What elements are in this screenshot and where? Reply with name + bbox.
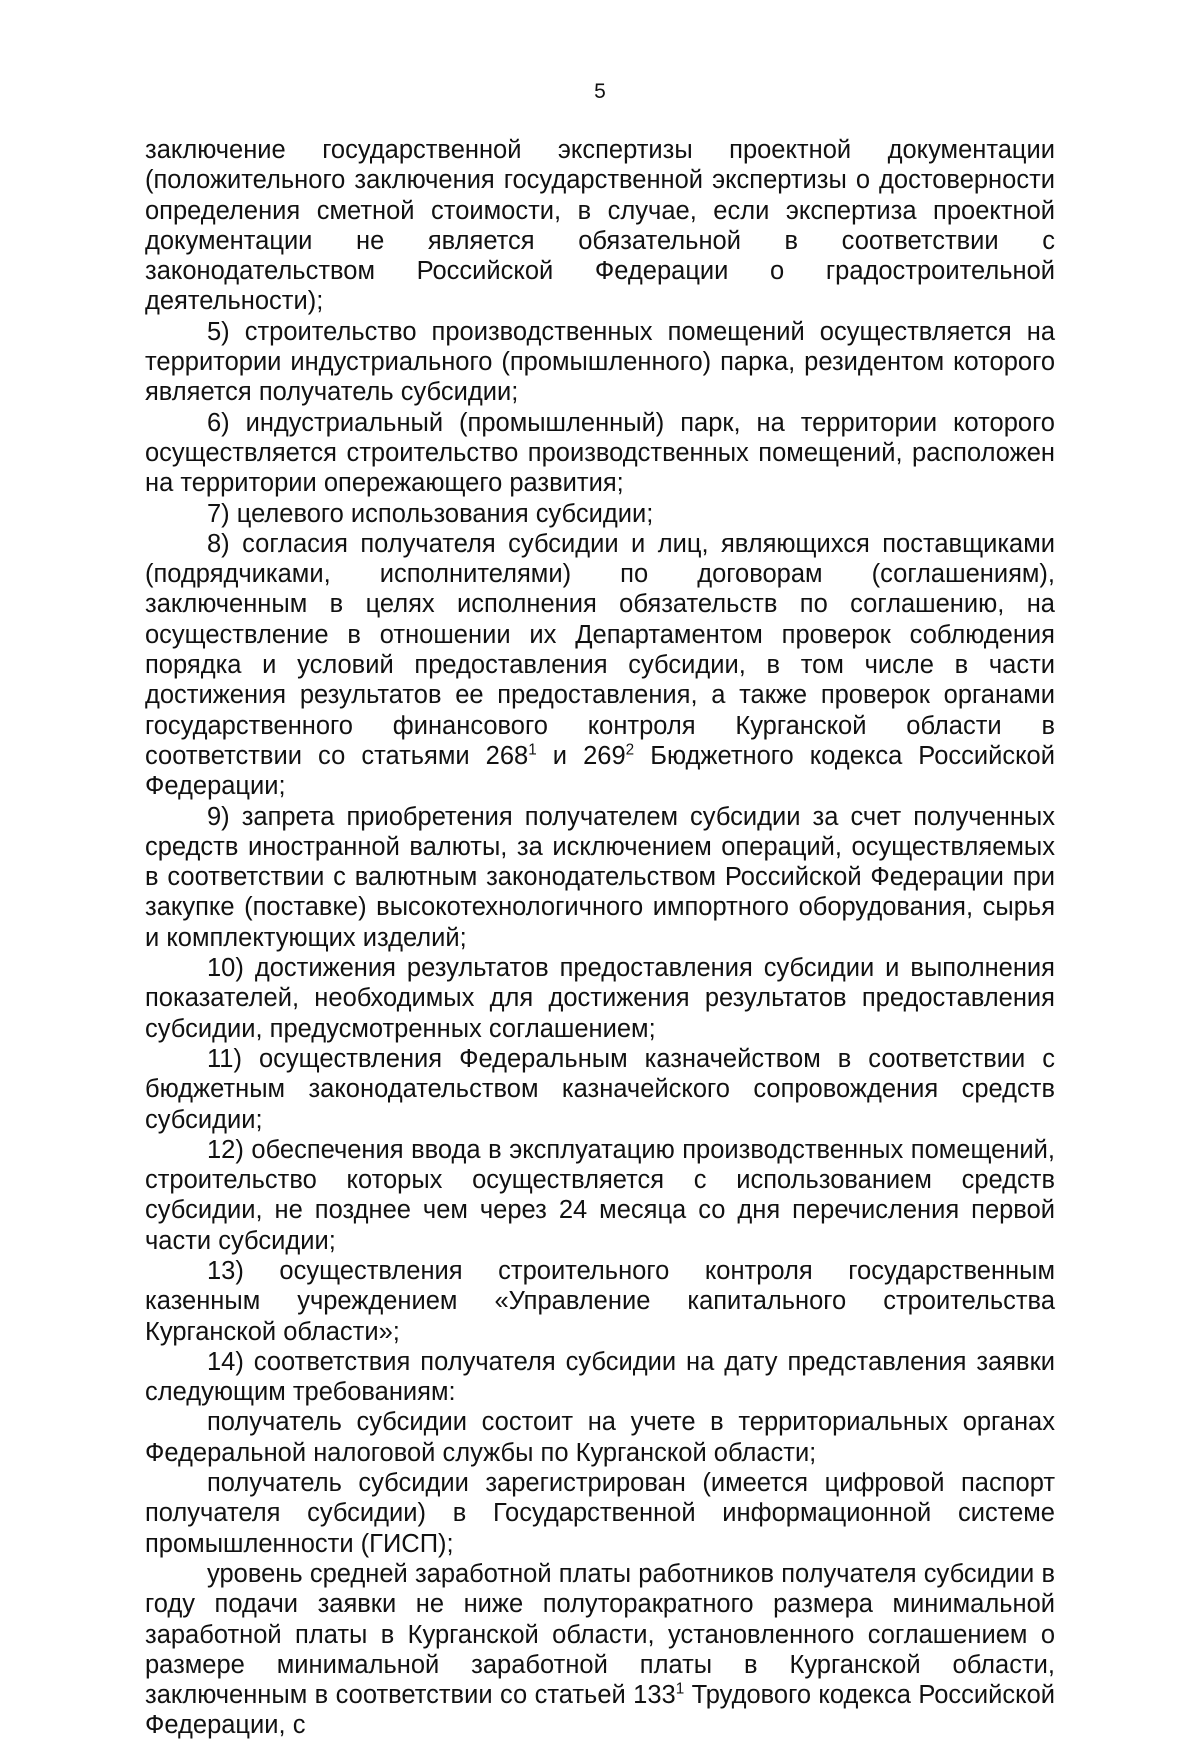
superscript-133: 1 — [675, 1680, 685, 1698]
requirement-tax-registration: получатель субсидии состоит на учете в территориальных органах Федеральной налоговой службы по Курганской области; — [145, 1408, 1055, 1467]
paragraph-item-5: 5) строительство производственных помещений осуществляется на территории индустриального (промышленного) парка, резидентом которого является получатель субсидии; — [145, 317, 1055, 407]
requirement-average-salary-text-a: уровень средней заработной платы работников получателя субсидии в году подачи заявки не ниже полуторакратного размера минимальной заработной платы в Курганской области, установленного соглашением о размере минимальной заработной платы в Курганской области, заключенным в соответствии со статьей 133 — [145, 1559, 1055, 1710]
paragraph-item-7: 7) целевого использования субсидии; — [207, 499, 654, 528]
requirement-average-salary — [145, 1559, 1055, 1741]
superscript-269: 2 — [625, 741, 635, 759]
document-body — [145, 135, 1055, 1741]
paragraph-item-6: 6) индустриальный (промышленный) парк, на территории которого осуществляется строительство производственных помещений, расположен на территории опережающего развития; — [145, 408, 1055, 498]
requirement-gisp-registration: получатель субсидии зарегистрирован (имеется цифровой паспорт получателя субсидии) в Государственной информационной системе промышленности (ГИСП); — [145, 1469, 1055, 1558]
paragraph-expertise-continuation: заключение государственной экспертизы проектной документации (положительного заключения государственной экспертизы о достоверности определения сметной стоимости, в случае, если экспертиза проектной документации не является обязательной в соответствии с законодательством Российской Федерации о градостроительной деятельности); — [145, 136, 1055, 316]
paragraph-item-11: 11) осуществления Федеральным казначейством в соответствии с бюджетным законодательством казначейского сопровождения средств субсидии; — [145, 1044, 1055, 1134]
paragraph-item-10: 10) достижения результатов предоставления субсидии и выполнения показателей, необходимых для достижения результатов предоставления субсидии, предусмотренных соглашением; — [145, 954, 1055, 1043]
paragraph-item-13: 13) осуществления строительного контроля государственным казенным учреждением «Управление капитального строительства Курганской области»; — [145, 1256, 1055, 1346]
paragraph-item-9: 9) запрета приобретения получателем субсидии за счет полученных средств иностранной валюты, за исключением операций, осуществляемых в соответствии с валютным законодательством Российской Федерации при закупке (поставке) высокотехнологичного импортного оборудования, сырья и комплектующих изделий; — [145, 802, 1055, 952]
paragraph-item-8-text-c: Бюджетного кодекса Российской Федерации; — [145, 741, 1055, 801]
paragraph-item-12: 12) обеспечения ввода в эксплуатацию производственных помещений, строительство которых осуществляется с использованием средств субсидии, не позднее чем через 24 месяца со дня перечисления первой части субсидии; — [145, 1135, 1055, 1255]
superscript-268: 1 — [528, 741, 537, 759]
paragraph-item-8 — [145, 529, 1055, 802]
requirement-average-salary-text-b: Трудового кодекса Российской Федерации, с — [145, 1681, 1055, 1740]
page-number: 5 — [594, 80, 606, 103]
paragraph-item-8-text-a: 8) согласия получателя субсидии и лиц, являющихся поставщиками (подрядчиками, исполнителями) по договорам (соглашениям), заключенным в целях исполнения обязательств по соглашению, на осуществление в отношении их Департаментом проверок соблюдения порядка и условий предоставления субсидии, в том числе в части достижения результатов ее предоставления, а также проверок органами государственного финансового контроля Курганской области в соответствии со статьями 268 — [145, 529, 1055, 770]
paragraph-item-8-text-b: и 269 — [536, 741, 626, 770]
paragraph-item-14: 14) соответствия получателя субсидии на дату представления заявки следующим требованиям: — [145, 1347, 1055, 1407]
